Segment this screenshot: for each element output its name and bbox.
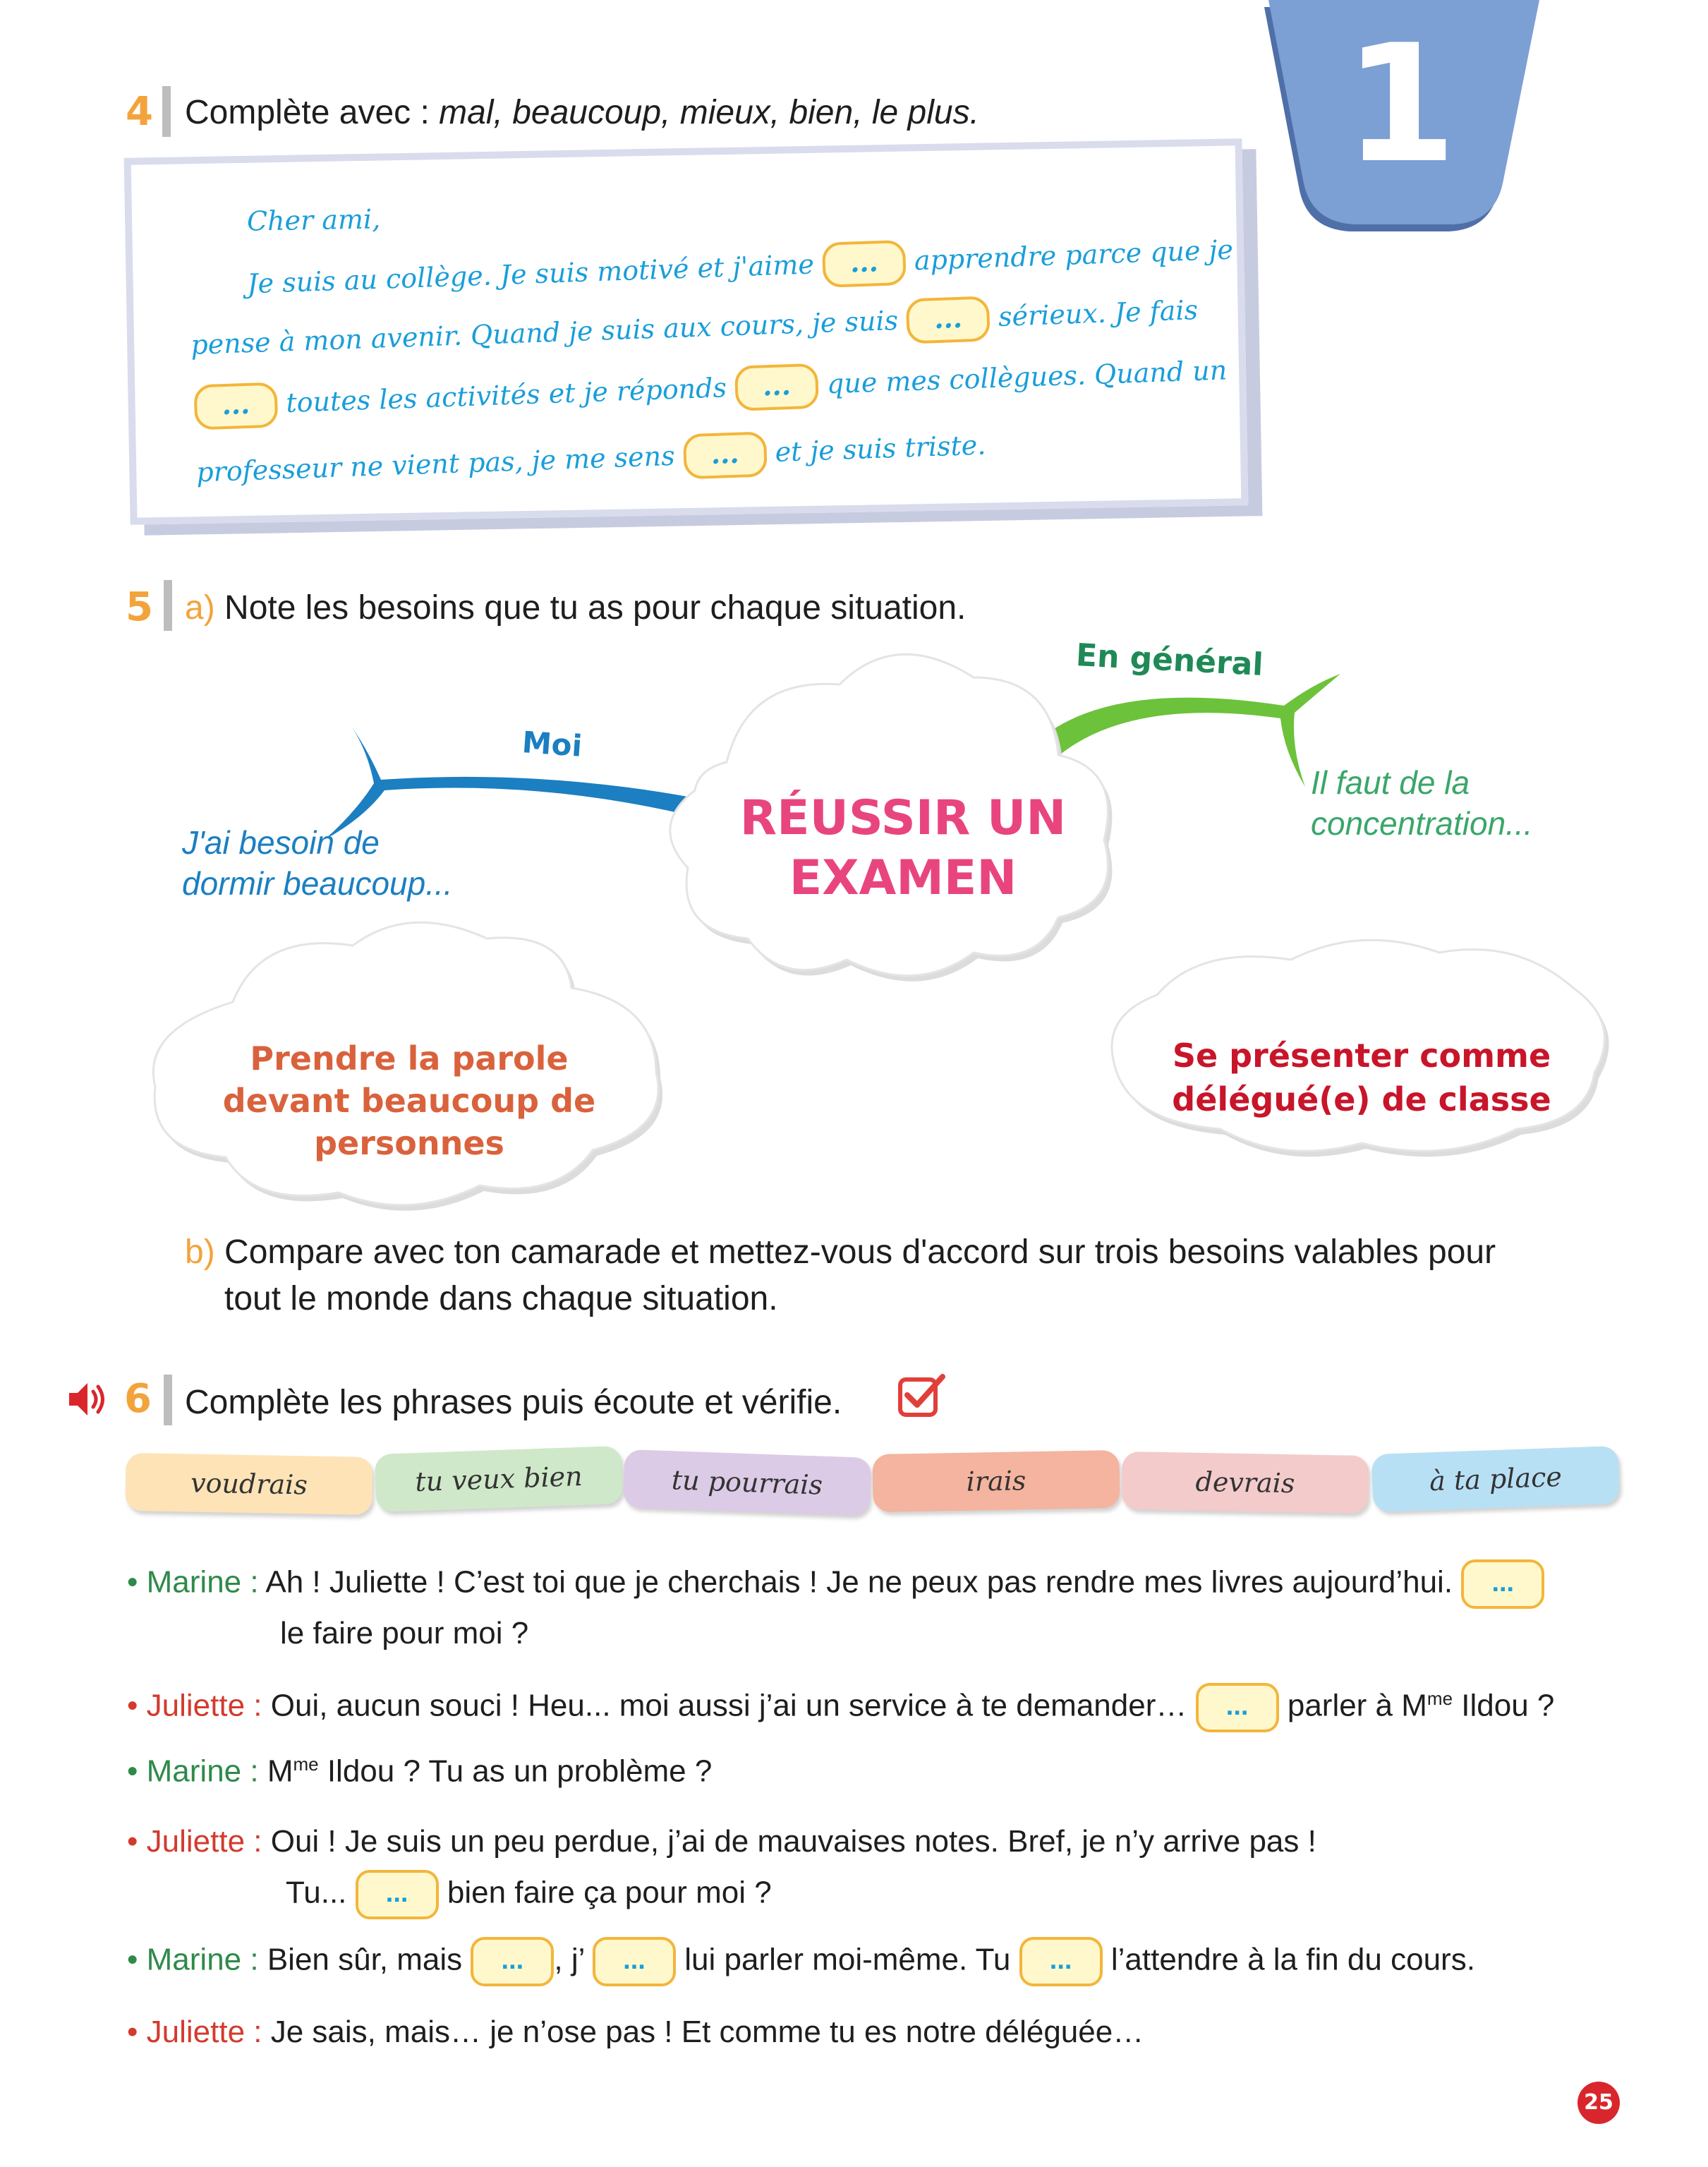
exercise-5-number: 5 <box>126 584 153 630</box>
left-note <box>182 822 453 904</box>
right-note-line-1: Il faut de la <box>1311 764 1470 801</box>
instruction-words: mal, beaucoup, mieux, bien, le plus. <box>439 94 979 131</box>
branch-general-label: En général <box>1074 637 1264 683</box>
page-number: 25 <box>1584 2090 1613 2115</box>
word-tile-tu-pourrais[interactable] <box>623 1449 872 1516</box>
dialogue-blank-4[interactable]: ... <box>471 1937 554 1986</box>
part-b-line-2: tout le monde dans chaque situation. <box>224 1280 778 1317</box>
speaker-juliette: Juliette : <box>146 1824 262 1859</box>
blank-1[interactable]: ... <box>822 240 907 288</box>
word-label: tu pourrais <box>671 1464 823 1501</box>
center-title-line-2: EXAMEN <box>789 850 1017 906</box>
dialogue-text: bien faire ça pour moi ? <box>447 1875 772 1910</box>
right-cloud-line-2: délégué(e) de classe <box>1172 1080 1551 1118</box>
dialogue-text: Oui ! Je suis un peu perdue, j’ai de mauvaises notes. Bref, je n’y arrive pas ! <box>262 1824 1316 1859</box>
right-cloud-text <box>1143 1034 1580 1121</box>
superscript: me <box>293 1753 319 1775</box>
dialogue-text: Je sais, mais… je n’ose pas ! Et comme tu es notre déléguée… <box>262 2015 1144 2049</box>
exercise-6-bar <box>164 1375 172 1425</box>
exercise-5b-instruction <box>185 1229 1496 1322</box>
bullet: • <box>127 1824 138 1859</box>
right-note-line-2: concentration... <box>1311 805 1533 842</box>
word-tile-voudrais[interactable] <box>125 1453 373 1515</box>
dialogue-text: Bien sûr, mais <box>258 1942 463 1977</box>
left-cloud-line-3: personnes <box>314 1124 504 1162</box>
word-label: voudrais <box>190 1467 308 1501</box>
exercise-6-number: 6 <box>124 1376 152 1422</box>
word-label: tu veux bien <box>414 1460 583 1498</box>
part-b-letter: b) <box>185 1233 215 1271</box>
superscript: me <box>1427 1687 1453 1709</box>
right-note <box>1311 762 1533 844</box>
word-label: à ta place <box>1429 1461 1563 1497</box>
blank-2[interactable]: ... <box>906 296 991 344</box>
bullet: • <box>127 1564 138 1600</box>
dialogue-text: M <box>258 1753 293 1789</box>
dialogue-text: parler à M <box>1287 1688 1427 1723</box>
word-label: irais <box>966 1465 1026 1497</box>
left-cloud-line-2: devant beaucoup de <box>222 1082 596 1120</box>
dialogue-text: Ah ! Juliette ! C’est toi que je cherchais ! Je ne peux pas rendre mes livres aujourd’hui. <box>258 1564 1453 1600</box>
left-cloud-line-1: Prendre la parole <box>250 1039 569 1078</box>
right-cloud-line-1: Se présenter comme <box>1172 1037 1551 1075</box>
exercise-5a-instruction <box>185 588 966 627</box>
dialogue-line-1-cont: le faire pour moi ? <box>280 1616 529 1650</box>
speaker-marine: Marine : <box>146 1942 259 1977</box>
instruction-prefix: Complète avec : <box>185 94 440 131</box>
exercise-4-number: 4 <box>126 89 153 135</box>
part-b-line-1: Compare avec ton camarade et mettez-vous d'accord sur trois besoins valables pour <box>224 1233 1496 1271</box>
word-tile-a-ta-place[interactable] <box>1371 1446 1621 1512</box>
dialogue-text: Ildou ? <box>1453 1688 1555 1723</box>
dialogue-line-6 <box>127 2015 1144 2050</box>
left-note-line-2: dormir beaucoup... <box>182 865 453 902</box>
dialogue-text: Tu... <box>286 1875 347 1910</box>
speaker-marine: Marine : <box>146 1753 259 1789</box>
letter-text: toutes les activités et je réponds <box>285 372 727 419</box>
letter-text: et je suis triste. <box>774 429 987 468</box>
left-cloud-text <box>198 1037 621 1164</box>
dialogue-line-1 <box>127 1559 1544 1609</box>
dialogue-line-2 <box>127 1683 1554 1732</box>
dialogue-text: lui parler moi-même. Tu <box>684 1942 1011 1977</box>
dialogue-blank-1[interactable]: ... <box>1461 1559 1544 1609</box>
bullet: • <box>127 2015 138 2049</box>
center-title-line-1: RÉUSSIR UN <box>739 790 1067 846</box>
word-tile-tu-veux-bien[interactable] <box>375 1446 624 1512</box>
part-a-letter: a) <box>185 589 215 627</box>
letter-text: pense à mon avenir. Quand je suis aux cours, je suis <box>190 304 899 361</box>
dialogue-text: Ildou ? Tu as un problème ? <box>318 1753 713 1789</box>
bullet: • <box>127 1688 138 1723</box>
dialogue-blank-6[interactable]: ... <box>1019 1937 1103 1986</box>
dialogue-text: l’attendre à la fin du cours. <box>1110 1942 1475 1977</box>
dialogue-line-4 <box>127 1824 1316 1859</box>
dialogue-blank-2[interactable]: ... <box>1196 1683 1279 1732</box>
word-tile-devrais[interactable] <box>1121 1451 1369 1514</box>
dialogue-text: , j’ <box>554 1942 584 1977</box>
checkbox-icon <box>896 1372 948 1419</box>
branch-moi-label: Moi <box>521 725 583 763</box>
speaker-marine: Marine : <box>146 1564 259 1600</box>
bullet: • <box>127 1753 138 1789</box>
exercise-6-instruction: Complète les phrases puis écoute et vérifie. <box>185 1384 842 1421</box>
blank-5[interactable]: ... <box>683 431 768 479</box>
speaker-icon[interactable] <box>65 1377 109 1421</box>
dialogue-line-4-cont <box>286 1870 772 1919</box>
dialogue-blank-3[interactable]: ... <box>356 1870 439 1919</box>
letter-text: sérieux. Je fais <box>998 294 1199 332</box>
letter-text: professeur ne vient pas, je me sens <box>195 440 676 488</box>
speaker-juliette: Juliette : <box>146 2015 262 2049</box>
dialogue-text: Oui, aucun souci ! Heu... moi aussi j’ai un service à te demander… <box>262 1688 1187 1723</box>
part-a-text: Note les besoins que tu as pour chaque situation. <box>224 589 967 627</box>
dialogue-line-3 <box>127 1753 712 1789</box>
dialogue-blank-5[interactable]: ... <box>593 1937 676 1986</box>
exercise-4-bar <box>162 86 171 137</box>
blank-3[interactable]: ... <box>193 382 278 430</box>
left-note-line-1: J'ai besoin de <box>182 824 380 861</box>
exercise-5-bar <box>164 580 172 631</box>
chapter-number: 1 <box>1344 11 1458 199</box>
speaker-juliette: Juliette : <box>146 1688 262 1723</box>
dialogue-line-5 <box>127 1937 1475 1986</box>
blank-4[interactable]: ... <box>734 363 819 411</box>
letter-text: Je suis au collège. Je suis motivé et j'aime <box>246 248 815 300</box>
word-tile-irais[interactable] <box>872 1450 1120 1512</box>
word-label: devrais <box>1195 1466 1295 1499</box>
bullet: • <box>127 1942 138 1977</box>
exercise-4-instruction <box>185 93 979 132</box>
letter-text: que mes collègues. Quand un <box>826 354 1228 400</box>
letter-greeting: Cher ami, <box>246 203 381 237</box>
letter-text: apprendre parce que je <box>914 234 1234 277</box>
